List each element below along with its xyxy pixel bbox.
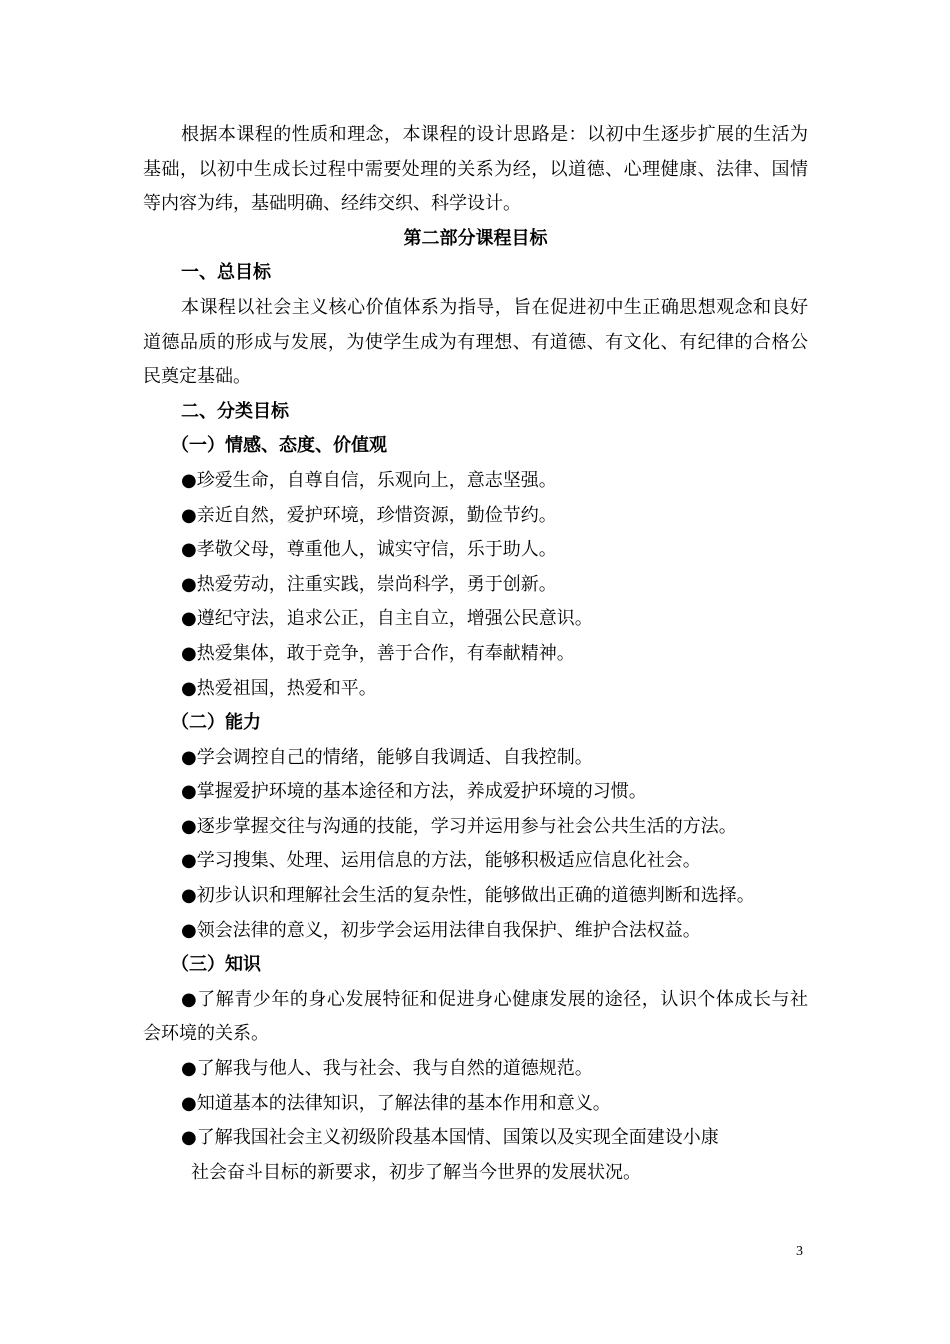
emotion-item: ●珍爱生命，自尊自信，乐观向上，意志坚强。 — [181, 469, 557, 491]
ability-item: ●学会调控自己的情绪，能够自我调适、自我控制。 — [181, 746, 593, 768]
ability-item: ●掌握爱护环境的基本途径和方法，养成爱护环境的习惯。 — [181, 781, 647, 803]
knowledge-item: ●了解我国社会主义初级阶段基本国情、国策以及实现全面建设小康 — [181, 1127, 719, 1149]
emotion-item: ●亲近自然，爱护环境，珍惜资源，勤俭节约。 — [181, 504, 557, 526]
knowledge-item: ●知道基本的法律知识，了解法律的基本作用和意义。 — [181, 1092, 611, 1114]
overall-goal-heading: 一、总目标 — [181, 262, 271, 284]
emotion-item: ●热爱祖国，热爱和平。 — [181, 677, 377, 699]
emotion-item: ●热爱劳动，注重实践，崇尚科学，勇于创新。 — [181, 573, 557, 595]
knowledge-heading: （三）知识 — [171, 954, 261, 976]
ability-item: ●领会法律的意义，初步学会运用法律自我保护、维护合法权益。 — [181, 919, 701, 941]
emotion-heading: （一）情感、态度、价值观 — [171, 435, 387, 457]
part-title: 第二部分课程目标 — [403, 227, 548, 249]
knowledge-item: ●了解青少年的身心发展特征和促进身心健康发展的途径，认识个体成长与社会环境的关系。 — [143, 988, 808, 1045]
ability-item: ●初步认识和理解社会生活的复杂性，能够做出正确的道德判断和选择。 — [181, 885, 755, 907]
category-goals-heading: 二、分类目标 — [181, 400, 289, 422]
ability-heading: （二）能力 — [171, 712, 261, 734]
ability-item: ●学习搜集、处理、运用信息的方法，能够积极适应信息化社会。 — [181, 850, 701, 872]
ability-item: ●逐步掌握交往与沟通的技能，学习并运用参与社会公共生活的方法。 — [181, 815, 737, 837]
emotion-item: ●遵纪守法，追求公正，自主自立，增强公民意识。 — [181, 608, 593, 630]
emotion-item: ●热爱集体，敢于竞争，善于合作，有奉献精神。 — [181, 642, 575, 664]
overall-goal-paragraph: 本课程以社会主义核心价值体系为指导，旨在促进初中生正确思想观念和良好道德品质的形成与发展，为使学生成为有理想、有道德、有文化、有纪律的合格公民奠定基础。 — [143, 296, 808, 388]
knowledge-item-continuation: 社会奋斗目标的新要求，初步了解当今世界的发展状况。 — [191, 1161, 641, 1183]
page-number: 3 — [796, 1244, 803, 1259]
document-page — [143, 118, 808, 1190]
knowledge-item: ●了解我与他人、我与社会、我与自然的道德规范。 — [181, 1058, 593, 1080]
intro-paragraph: 根据本课程的性质和理念，本课程的设计思路是：以初中生逐步扩展的生活为基础，以初中生成长过程中需要处理的关系为经，以道德、心理健康、法律、国情等内容为纬，基础明确、经纬交织、科学设计。 — [143, 124, 808, 215]
emotion-item: ●孝敬父母，尊重他人，诚实守信，乐于助人。 — [181, 539, 557, 561]
